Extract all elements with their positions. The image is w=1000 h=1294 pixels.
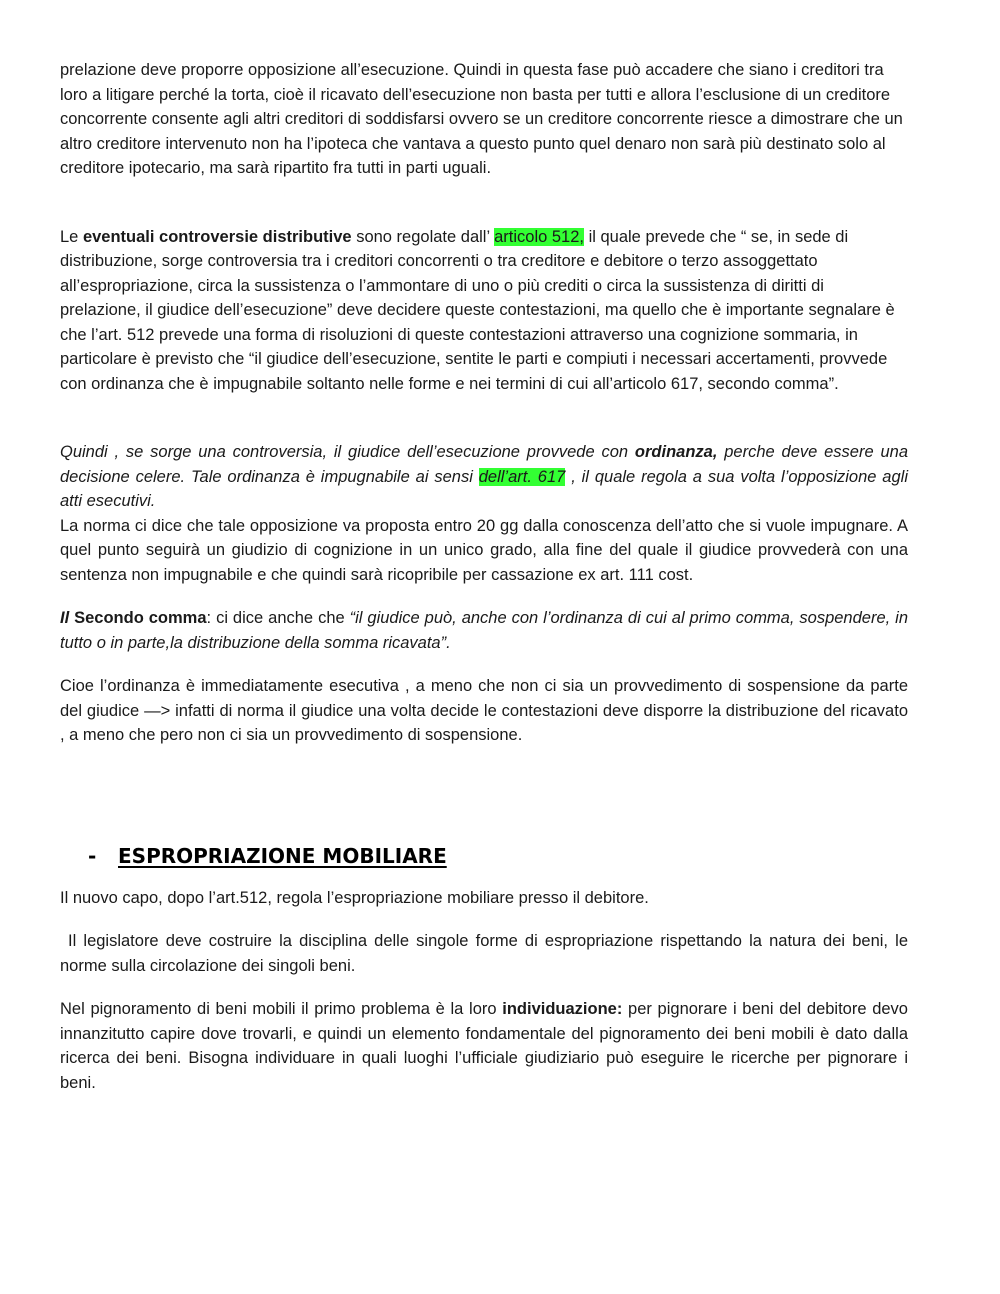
paragraph-pignoramento [60,997,908,1095]
section-heading [88,842,908,870]
text-run: La norma ci dice che tale opposizione va proposta entro 20 gg dalla conoscenza dell’atto che si vuole impugnare. A quel punto seguirà un giudizio di cognizione in un unico grado, alla fine del quale il giudice provvederà con una sentenza non impugnabile e che quindi sarà ricopribile per cassazione ex art. 111 cost. [60,516,908,584]
italic-run: Quindi , se sorge una controversia, il giudice dell’esecuzione provvede con [60,443,635,461]
highlight-article-617: dell’art. 617 [478,467,566,486]
text-run: : ci dice anche che [206,609,350,627]
bold-term: Secondo comma [69,609,207,627]
bold-italic-term: Il [60,609,70,627]
text-run: Il legislatore deve costruire la disciplina delle singole forme di espropriazione rispettando la natura dei beni, le norme sulla circolazione dei singoli beni. [60,932,908,975]
bold-term: eventuali controversie distributive [82,227,352,246]
paragraph-nuovo-capo: Il nuovo capo, dopo l’art.512, regola l’espropriazione mobiliare presso il debitore. [60,888,649,907]
italic-run: , il quale regola a sua volta l’opposizione agli atti esecutivi. [60,467,908,510]
text-run: sono regolate dall’ [351,227,495,246]
paragraph-prelazione: prelazione deve proporre opposizione all’esecuzione. Quindi in questa fase può accadere che siano i creditori tra loro a litigare perché la torta, cioè il ricavato dell’esecuzione non basta per tutti e allora l’esclusione di un creditore concorrente consente agli altri creditori di soddisfarsi ovvero se un creditore concorrente riesce a dimostrare che un altro creditore intervenuto non ha l’ipoteca che vantava a questo punto quel denaro non sarà più destinato solo al creditore ipotecario, ma sarà ripartito fra tutti in parti uguali. [60,61,903,177]
paragraph-secondo-comma [60,606,908,655]
italic-quote: “il giudice può, anche con l’ordinanza di cui al primo comma, sospendere, in tutto o in parte,la distribuzione della somma ricavata”. [60,609,909,652]
paragraph-esecutiva: Cioe l’ordinanza è immediatamente esecutiva , a meno che non ci sia un provvedimento di sospensione da parte del giudice —> infatti di norma il giudice una volta decide le contestazioni deve disporre la distribuzione del ricavato , a meno che pero non ci sia un provvedimento di sospensione. [60,677,908,744]
heading-title: ESPROPRIAZIONE MOBILIARE [118,843,447,868]
text-run: il quale prevede che “ se, in sede di distribuzione, sorge controversia tra i creditori concorrenti o tra creditore e debitore o terzo assoggettato all’espropriazione, circa la sussistenza o l’ammontare di uno o più crediti o circa la sussistenza di diritti di prelazione, il giudice dell’esecuzione” deve decidere queste contestazioni, ma quello che è importante segnalare è che l’art. 512 prevede una forma di risoluzioni di queste contestazioni attraverso una cognizione sommaria, in particolare è previsto che “il giudice dell’esecuzione, sentite le parti e compiuti i necessari accertamenti, provvede con ordinanza che è impugnabile soltanto nelle forme e nei termini di cui all’articolo 617, secondo comma”. [60,227,895,393]
text-run: per pignorare i beni del debitore devo innanzitutto capire dove trovarli, e quindi un elemento fondamentale del pignoramento dei beni mobili è dato dalla ricerca dei beni. Bisogna individuare in quali luoghi l’ufficiale giudiziario può eseguire le ricerche per pignorare i beni. [60,1000,908,1092]
italic-run: perche deve essere una decisione celere. Tale ordinanza è impugnabile ai sensi [60,443,909,486]
heading-dash: - [88,843,97,868]
paragraph-controversie-distributive [60,225,908,397]
bold-italic-term: ordinanza, [634,443,718,461]
paragraph-legislatore [60,929,908,978]
document-page [60,58,908,1095]
text-run: Le [60,227,83,246]
paragraph-ordinanza [60,440,908,587]
text-run: Nel pignoramento di beni mobili il primo problema è la loro [60,1000,503,1018]
highlight-article-512: articolo 512, [494,227,584,246]
bold-term: individuazione: [502,1000,623,1018]
